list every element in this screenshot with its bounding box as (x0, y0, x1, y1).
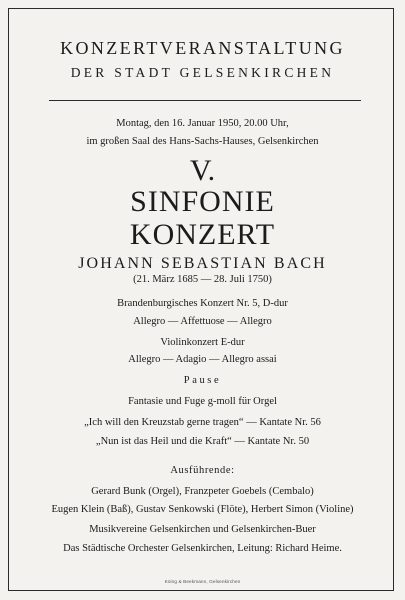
program-work-1-movements: Allegro — Affettuose — Allegro (133, 316, 272, 327)
program-work-2: Violinkonzert E-dur (160, 337, 245, 348)
event-venue: im großen Saal des Hans-Sachs-Hauses, Gelsenkirchen (86, 136, 319, 147)
program-work-3: Fantasie und Fuge g-moll für Orgel (128, 396, 277, 407)
program-work-5: „Nun ist das Heil und die Kraft“ — Kantate Nr. 50 (95, 436, 310, 447)
organizer-title: KONZERTVERANSTALTUNG (60, 38, 345, 58)
concert-number: V. (189, 154, 216, 187)
header-divider (49, 100, 361, 101)
program-work-4: „Ich will den Kreuzstab gerne tragen“ — Kantate Nr. 56 (84, 417, 321, 428)
program-pause: Pause (183, 375, 222, 386)
organizer-subtitle: DER STADT GELSENKIRCHEN (70, 65, 335, 80)
composer-name: JOHANN SEBASTIAN BACH (78, 255, 327, 272)
performers-line-4: Das Städtische Orchester Gelsenkirchen, Leitung: Richard Heime. (63, 543, 342, 554)
performers-line-2: Eugen Klein (Baß), Gustav Senkowski (Flöte), Herbert Simon (Violine) (51, 504, 354, 515)
performers-line-3: Musikvereine Gelsenkirchen und Gelsenkirchen-Buer (89, 524, 316, 535)
performers-line-1: Gerard Bunk (Orgel), Franzpeter Goebels (Cembalo) (91, 486, 314, 497)
event-date-time: Montag, den 16. Januar 1950, 20.00 Uhr, (116, 118, 289, 129)
printer-imprint: Köing & Beekmann, Gelsenkirchen (164, 579, 241, 584)
program-work-2-movements: Allegro — Adagio — Allegro assai (128, 354, 277, 365)
performers-title: Ausführende: (170, 465, 235, 476)
concert-title-line2: KONZERT (129, 218, 276, 251)
composer-dates: (21. März 1685 — 28. Juli 1750) (133, 274, 272, 285)
program-work-1: Brandenburgisches Konzert Nr. 5, D-dur (117, 298, 288, 309)
concert-title-line1: SINFONIE (130, 185, 275, 218)
